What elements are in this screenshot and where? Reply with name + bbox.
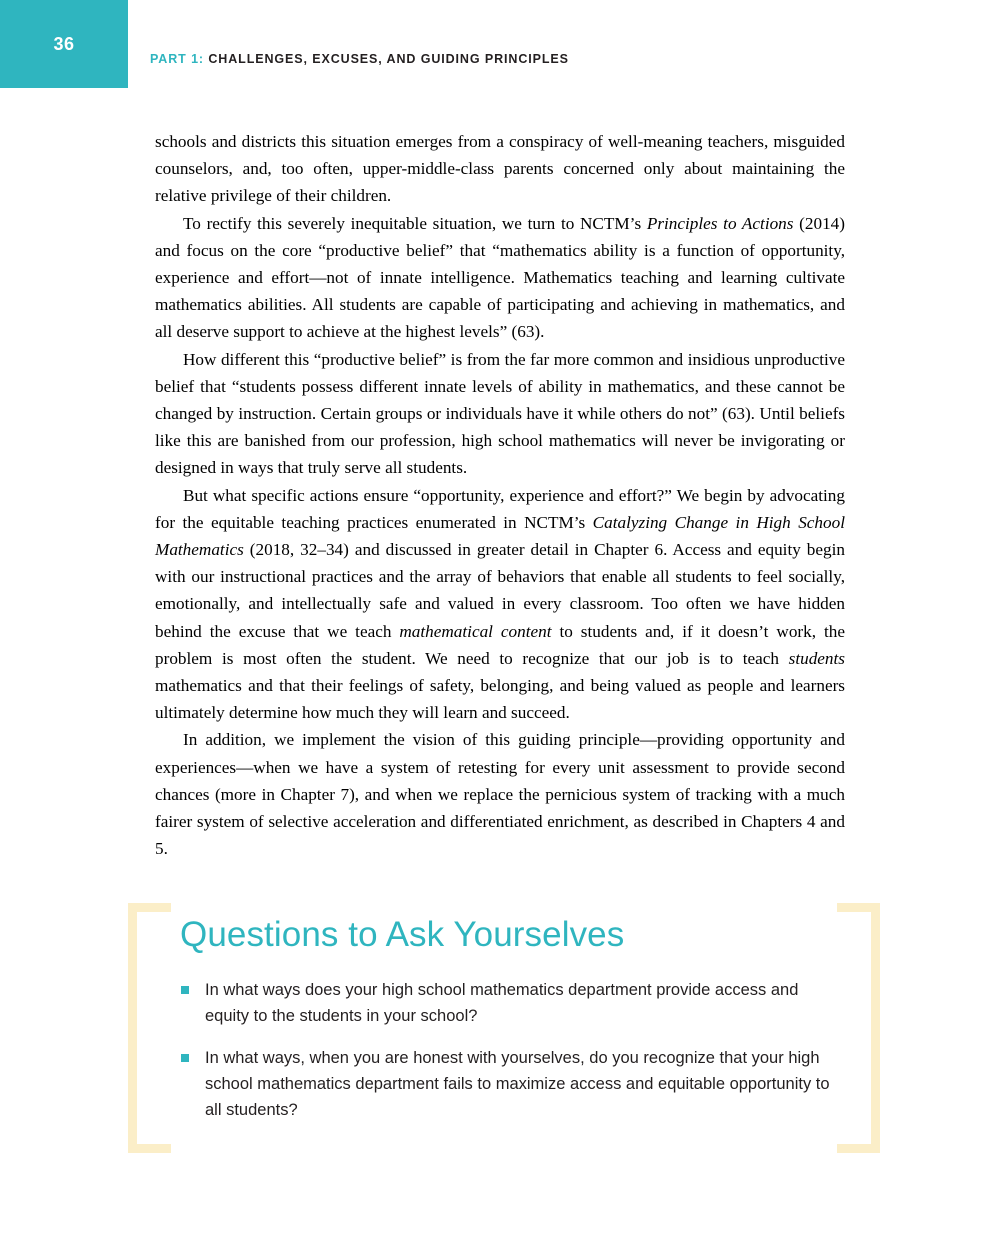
bracket-right-decoration [837, 903, 880, 1153]
questions-title: Questions to Ask Yourselves [180, 915, 625, 954]
running-head-part: PART 1: [150, 52, 204, 66]
paragraph-4-italic-c: students [788, 648, 845, 668]
paragraph-2 [155, 210, 845, 346]
paragraph-4-italic-a: Catalyzing Change in High School Mathematics [155, 512, 845, 560]
questions-content [180, 915, 830, 1139]
paragraph-4-text-b: (2018, 32–34) and discussed in greater detail in Chapter 6. Access and equity begin with our instructional practices and the array of behaviors that enable all students to feel socially, emotionally, and intellectually safe and valued in every classroom. Too often we have hidden behind the excuse that we teach [155, 540, 845, 641]
questions-list [180, 977, 830, 1123]
paragraph-2-text-b: (2014) and focus on the core “productive belief” that “mathematics ability is a function of opportunity, experience and effort—not of innate intelligence. Mathematics teaching and learning cultivate mathematics abilities. All students are capable of participating and achieving in mathematics, and all deserve support to achieve at the highest levels” (63). [155, 213, 845, 342]
paragraph-5 [155, 726, 845, 862]
page-header [0, 0, 1000, 88]
paragraph-3 [155, 346, 845, 482]
page-number: 36 [53, 33, 75, 54]
paragraph-2-italic-a: Principles to Actions [646, 213, 794, 233]
list-item-text: In what ways, when you are honest with yourselves, do you recognize that your high school mathematics department fails to maximize access and equitable opportunity to all students? [205, 1049, 830, 1119]
paragraph-4-text-c: to students and, if it doesn’t work, the problem is most often the student. We need to recognize that our job is to teach [155, 621, 845, 668]
square-bullet-icon [181, 986, 189, 994]
paragraph-4-italic-b: mathematical content [399, 621, 552, 641]
paragraph-3-text: How different this “productive belief” is from the far more common and insidious unproductive belief that “students possess different innate levels of ability in mathematics, and these cannot be changed by instruction. Certain groups or individuals have it while others do not” (63). Until beliefs like this are banished from our profession, high school mathematics will never be invigorating or designed in ways that truly serve all students. [155, 349, 845, 478]
paragraph-2-text-a: To rectify this severely inequitable situation, we turn to NCTM’s [183, 213, 647, 233]
paragraph-5-text: In addition, we implement the vision of this guiding principle—providing opportunity and experiences—when we have a system of retesting for every unit assessment to provide second chances (more in Chapter 7), and when we replace the pernicious system of tracking with a much fairer system of selective acceleration and differentiated enrichment, as described in Chapters 4 and 5. [155, 730, 845, 859]
paragraph-1-text: schools and districts this situation emerges from a conspiracy of well-meaning teachers, misguided counselors, and, too often, upper-middle-class parents concerned only about maintaining the relative privilege of their children. [155, 132, 845, 206]
paragraph-4-text-a: But what specific actions ensure “opportunity, experience and effort?” We begin by advocating for the equitable teaching practices enumerated in NCTM’s [155, 485, 845, 532]
list-item-text: In what ways does your high school mathematics department provide access and equity to the students in your school? [205, 981, 799, 1025]
square-bullet-icon [181, 1054, 189, 1062]
list-item [180, 1045, 830, 1123]
bracket-left-decoration [128, 903, 171, 1153]
body-content [155, 128, 845, 862]
running-head-title: CHALLENGES, EXCUSES, AND GUIDING PRINCIPLES [208, 52, 569, 66]
running-head [150, 52, 569, 66]
paragraph-1 [155, 128, 845, 210]
questions-callout-box [128, 903, 880, 1135]
list-item [180, 977, 830, 1029]
paragraph-4 [155, 482, 845, 727]
paragraph-4-text-d: mathematics and that their feelings of safety, belonging, and being valued as people and learners ultimately determine how much they will learn and succeed. [155, 676, 845, 723]
